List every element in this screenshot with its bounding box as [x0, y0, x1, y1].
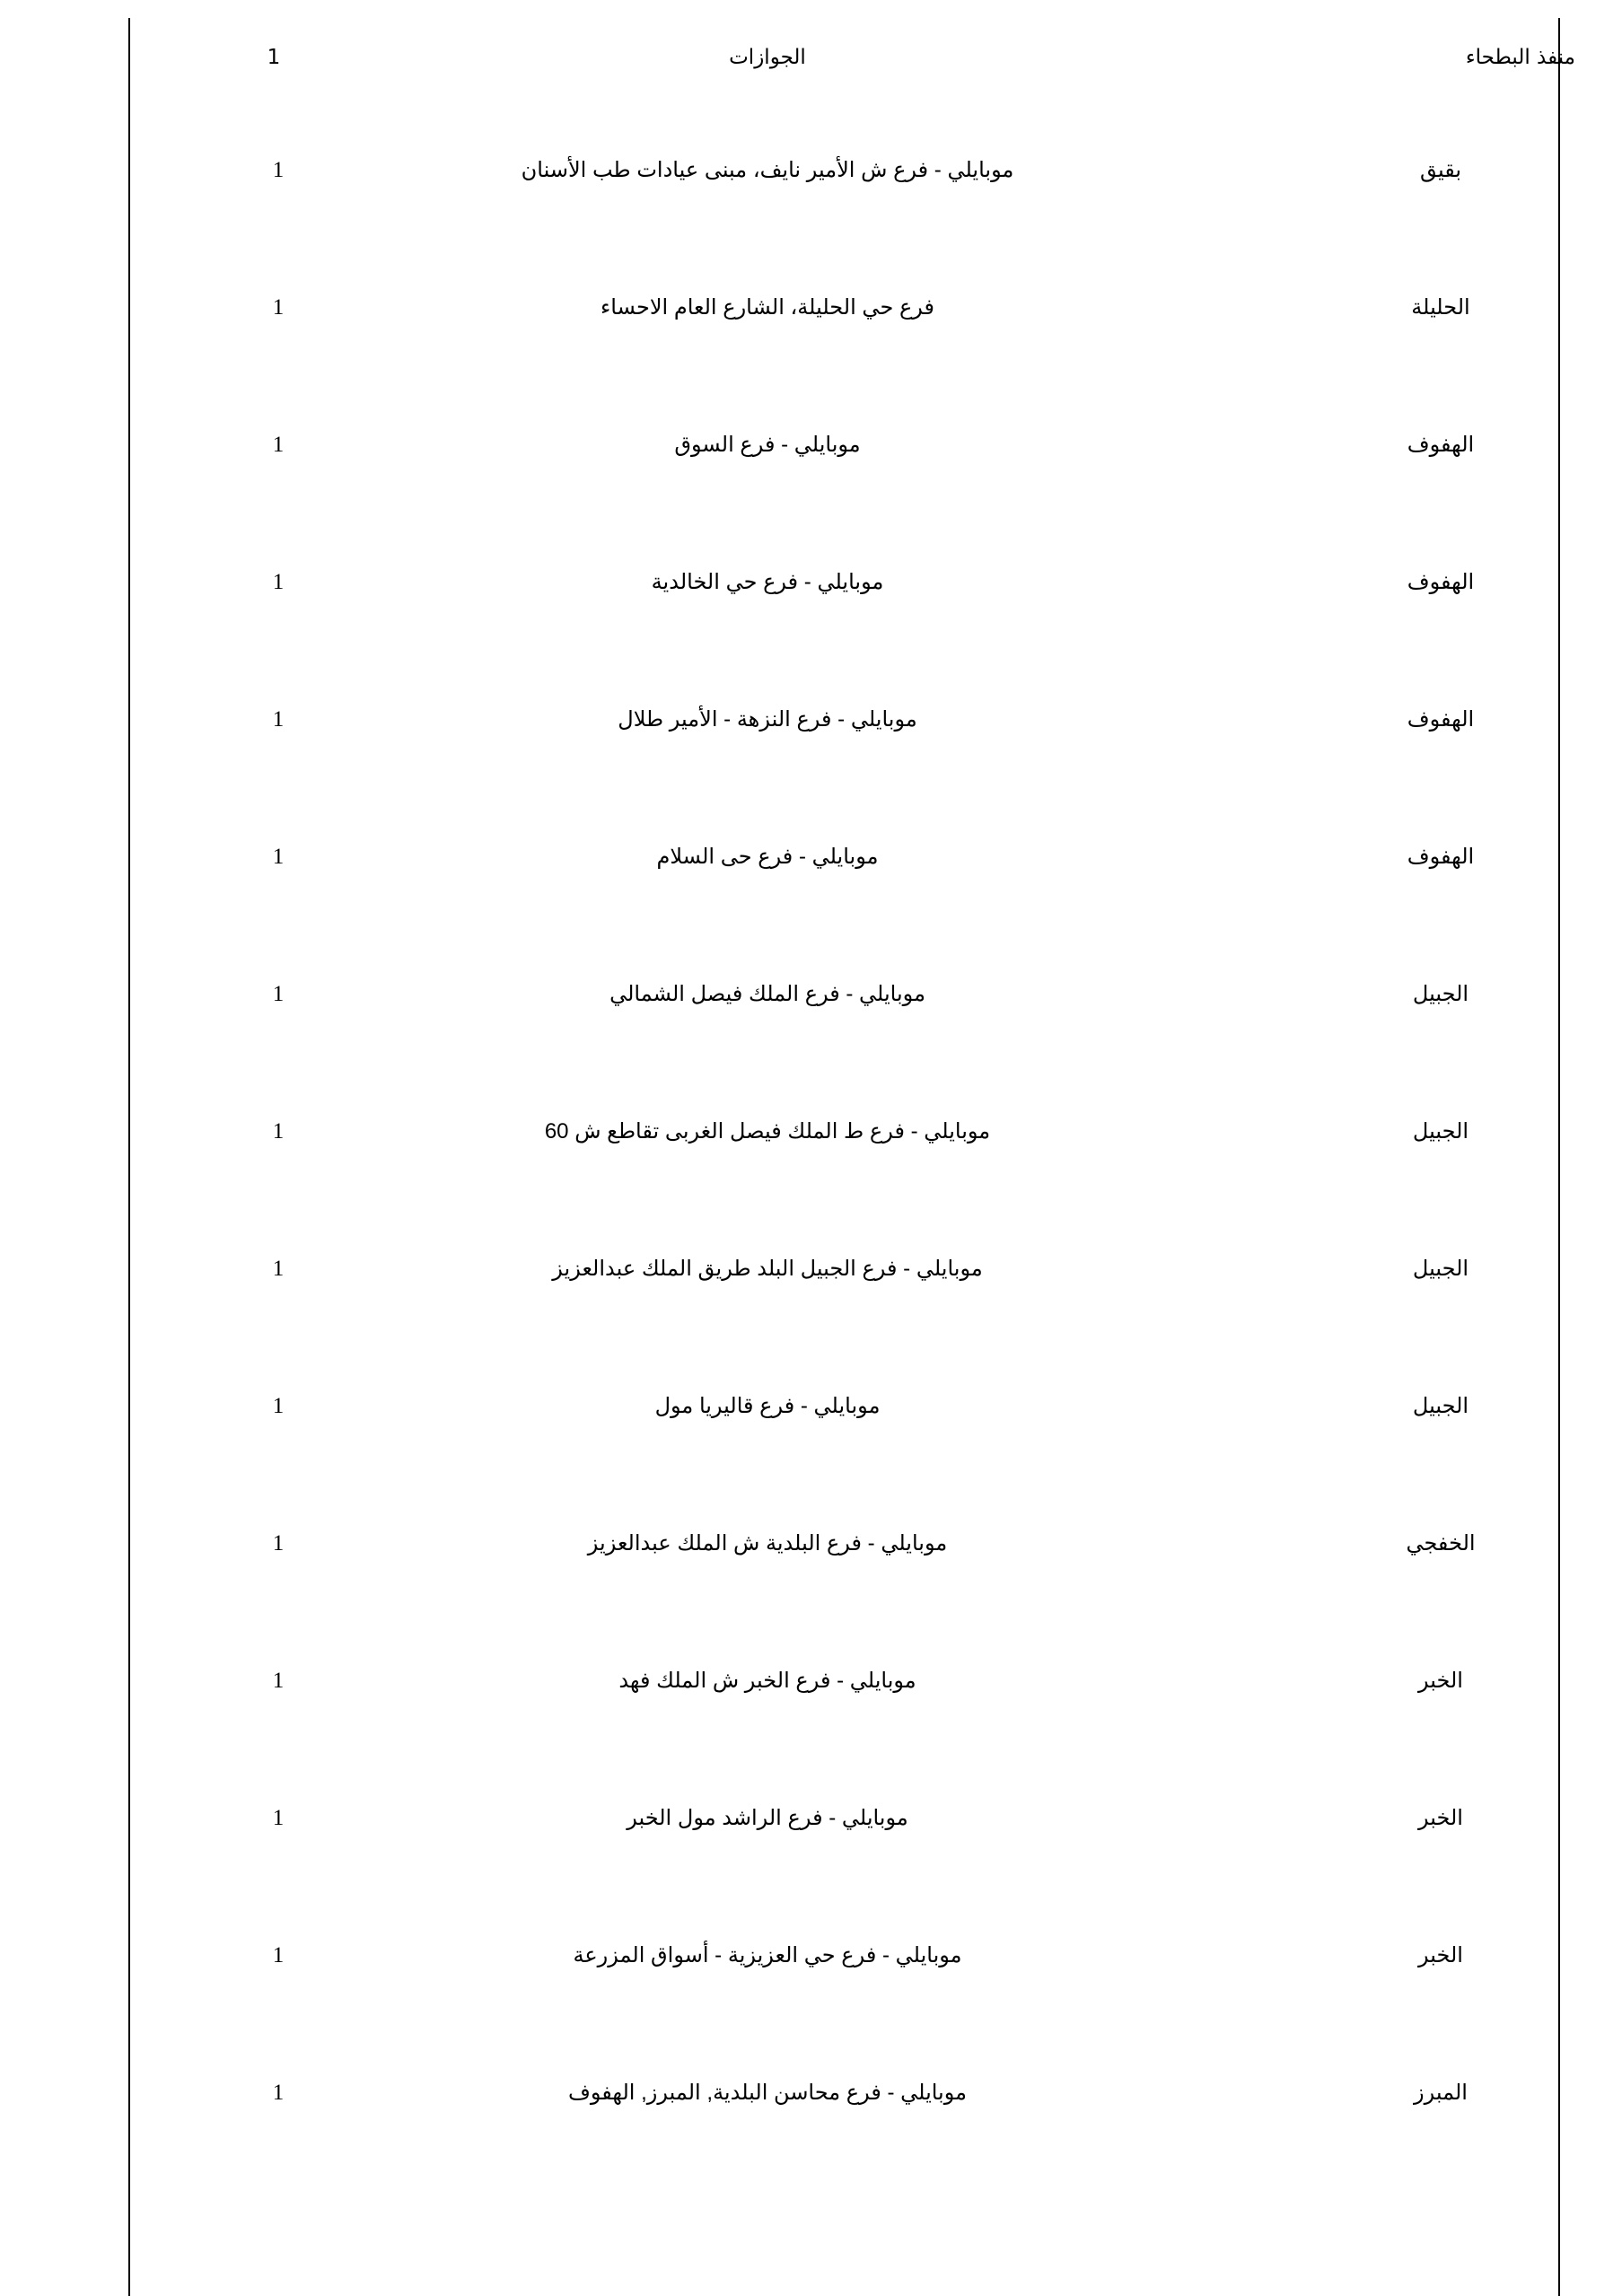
table-row [130, 1517, 1558, 1571]
header-count: 1 [267, 46, 281, 69]
row-count: 1 [272, 1531, 285, 1555]
row-city: الخفجي [1406, 1531, 1476, 1555]
table-row [130, 968, 1558, 1021]
row-city: بقيق [1419, 158, 1462, 182]
row-count: 1 [272, 1669, 285, 1693]
row-branch: موبايلي - فرع السوق [674, 433, 861, 457]
table-right-border [1558, 18, 1560, 2296]
row-count: 1 [272, 433, 285, 457]
row-branch: موبايلي - فرع الملك فيصل الشمالي [609, 982, 925, 1006]
row-city: الخبر [1418, 1943, 1463, 1967]
row-city: الخبر [1418, 1806, 1463, 1830]
row-count: 1 [272, 1943, 285, 1967]
row-city: الهفوف [1407, 433, 1475, 457]
table-header-row [130, 31, 1575, 84]
header-city: منفذ البطحاء [1465, 46, 1575, 69]
table-row [130, 144, 1558, 197]
row-city: الجبيل [1412, 1257, 1469, 1281]
table-row [130, 1105, 1558, 1159]
row-branch: موبايلي - فرع حي الخالدية [651, 570, 884, 594]
row-branch: موبايلي - فرع ط الملك فيصل الغربى تقاطع ش 60 [544, 1119, 991, 1144]
row-branch: موبايلي - فرع الجبيل البلد طريق الملك عبدالعزيز [552, 1257, 983, 1281]
header-branch: الجوازات [729, 46, 806, 69]
row-branch: موبايلي - فرع الخبر ش الملك فهد [618, 1669, 916, 1693]
row-branch: موبايلي - فرع ش الأمير نايف، مبنى عيادات طب الأسنان [521, 158, 1014, 182]
row-count: 1 [272, 1257, 285, 1281]
table-row [130, 693, 1558, 747]
row-branch: موبايلي - فرع النزهة - الأمير طلال [618, 707, 917, 732]
table-row [130, 418, 1558, 472]
row-count: 1 [272, 295, 285, 320]
table-row [130, 1380, 1558, 1433]
row-count: 1 [272, 1119, 285, 1144]
row-count: 1 [272, 2081, 285, 2105]
row-city: الجبيل [1412, 1394, 1469, 1418]
row-city: الخبر [1418, 1669, 1463, 1693]
row-branch: موبايلي - فرع الراشد مول الخبر [627, 1806, 908, 1830]
row-branch: موبايلي - فرع محاسن البلدية, المبرز, الهفوف [568, 2081, 967, 2105]
row-city: الهفوف [1407, 570, 1475, 594]
row-count: 1 [272, 845, 285, 869]
row-count: 1 [272, 1806, 285, 1830]
row-count: 1 [272, 1394, 285, 1418]
row-branch: فرع حي الحليلة، الشارع العام الاحساء [601, 295, 934, 320]
row-branch: موبايلي - فرع البلدية ش الملك عبدالعزيز [587, 1531, 948, 1555]
table-row [130, 1654, 1558, 1708]
row-city: الحليلة [1411, 295, 1470, 320]
row-city: المبرز [1414, 2081, 1468, 2105]
row-city: الجبيل [1412, 982, 1469, 1006]
table-row [130, 830, 1558, 884]
row-branch: موبايلي - فرع حى السلام [656, 845, 879, 869]
row-count: 1 [272, 707, 285, 732]
row-count: 1 [272, 982, 285, 1006]
table-row [130, 1242, 1558, 1296]
row-city: الهفوف [1407, 845, 1475, 869]
row-branch: موبايلي - فرع حي العزيزية - أسواق المزرعة [573, 1943, 962, 1967]
table-row [130, 2066, 1558, 2120]
table-row [130, 1792, 1558, 1845]
table-row [130, 556, 1558, 609]
row-branch: موبايلي - فرع قاليريا مول [654, 1394, 881, 1418]
row-count: 1 [272, 158, 285, 182]
row-city: الهفوف [1407, 707, 1475, 732]
row-city: الجبيل [1412, 1119, 1469, 1144]
table-row [130, 1929, 1558, 1983]
table-row [130, 281, 1558, 335]
row-count: 1 [272, 570, 285, 594]
